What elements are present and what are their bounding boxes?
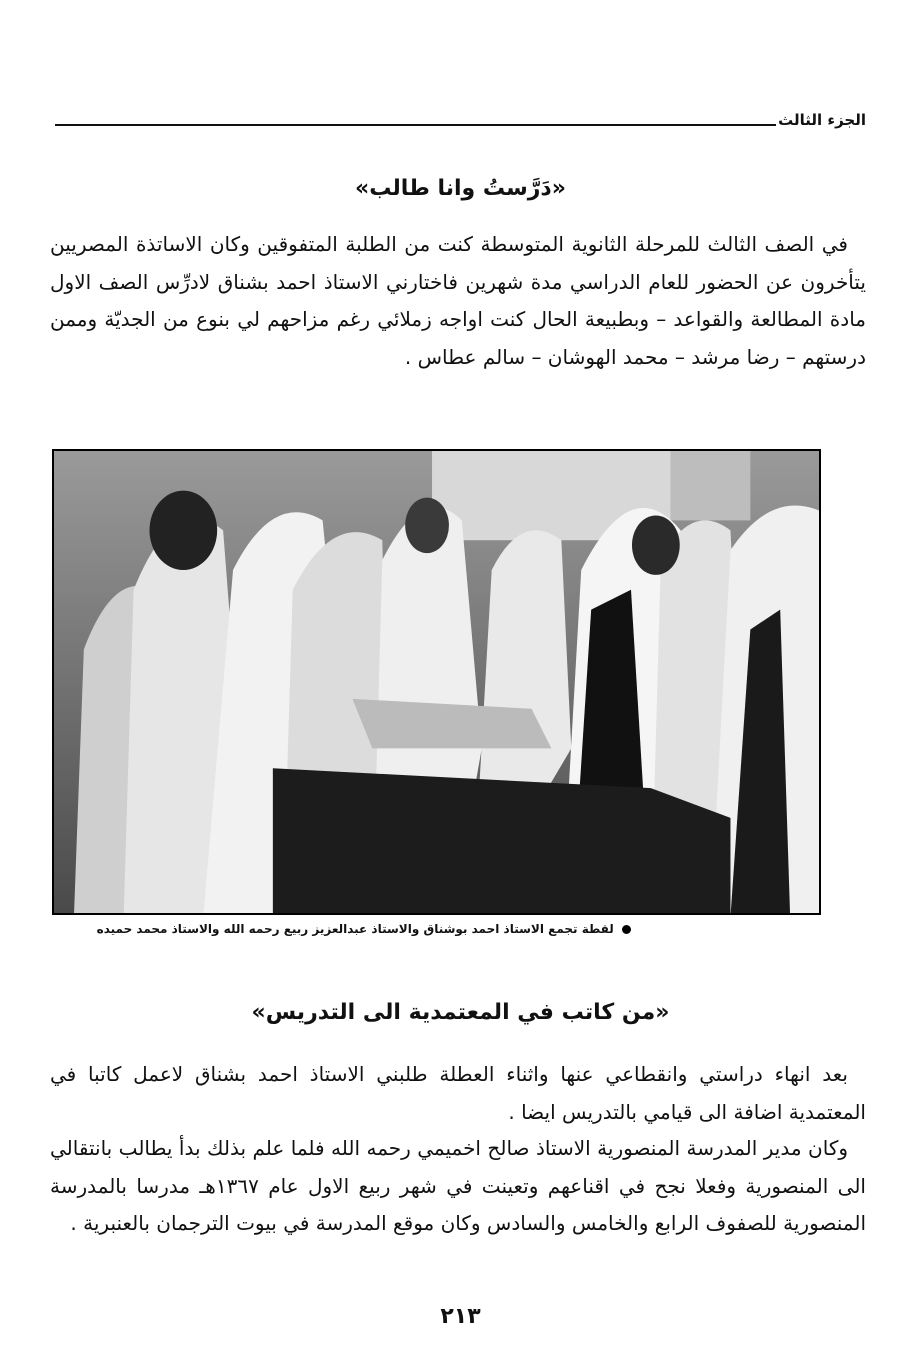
body-paragraph: وكان مدير المدرسة المنصورية الاستاذ صالح اخميمي رحمه الله فلما علم بذلك بدأ يطالب بانتقالي الى المنصورية وفعلا نجح في اقناعهم وتعينت في شهر ربيع الاول عام ١٣٦٧هـ مدرسا بالمدرسة المنصورية للصفوف الرابع والخامس والسادس وكان موقع المدرسة في بيوت الترجمان بالعنبرية .	[50, 1136, 866, 1235]
body-paragraph: في الصف الثالث للمرحلة الثانوية المتوسطة كنت من الطلبة المتفوقين وكان الاساتذة المصريين يتأخرون عن الحضور للعام الدراسي مدة شهرين فاختارني الاستاذ احمد بشناق لادرِّس الصف الاول مادة المطالعة والقواعد – وبطبيعة الحال كنت اواجه زملائي رغم مزاحهم لي بنوع من الجديّة وممن درستهم – رضا مرشد – محمد الهوشان – سالم عطاس .	[50, 232, 866, 369]
body-paragraph: بعد انهاء دراستي وانقطاعي عنها واثناء العطلة طلبني الاستاذ احمد بشناق لاعمل كاتبا في المعتمدية اضافة الى قيامي بالتدريس ايضا .	[50, 1062, 866, 1124]
running-title: الجزء الثالث	[778, 111, 866, 129]
photo-illustration	[54, 451, 819, 913]
running-header	[55, 110, 866, 130]
archival-photo	[52, 449, 821, 915]
section-title: «من كاتب في المعتمدية الى التدريس»	[251, 1000, 670, 1025]
caption-text: لقطة تجمع الاستاذ احمد بوشناق والاستاذ عبدالعزيز ربيع رحمه الله والاستاذ محمد حميده	[96, 922, 614, 936]
page-number: ٢١٣	[440, 1304, 481, 1329]
section-title: «دَرَّستُ وانا طالب»	[355, 176, 566, 201]
photo-caption	[52, 921, 631, 937]
header-rule	[55, 124, 776, 126]
bullet-icon	[622, 925, 631, 934]
